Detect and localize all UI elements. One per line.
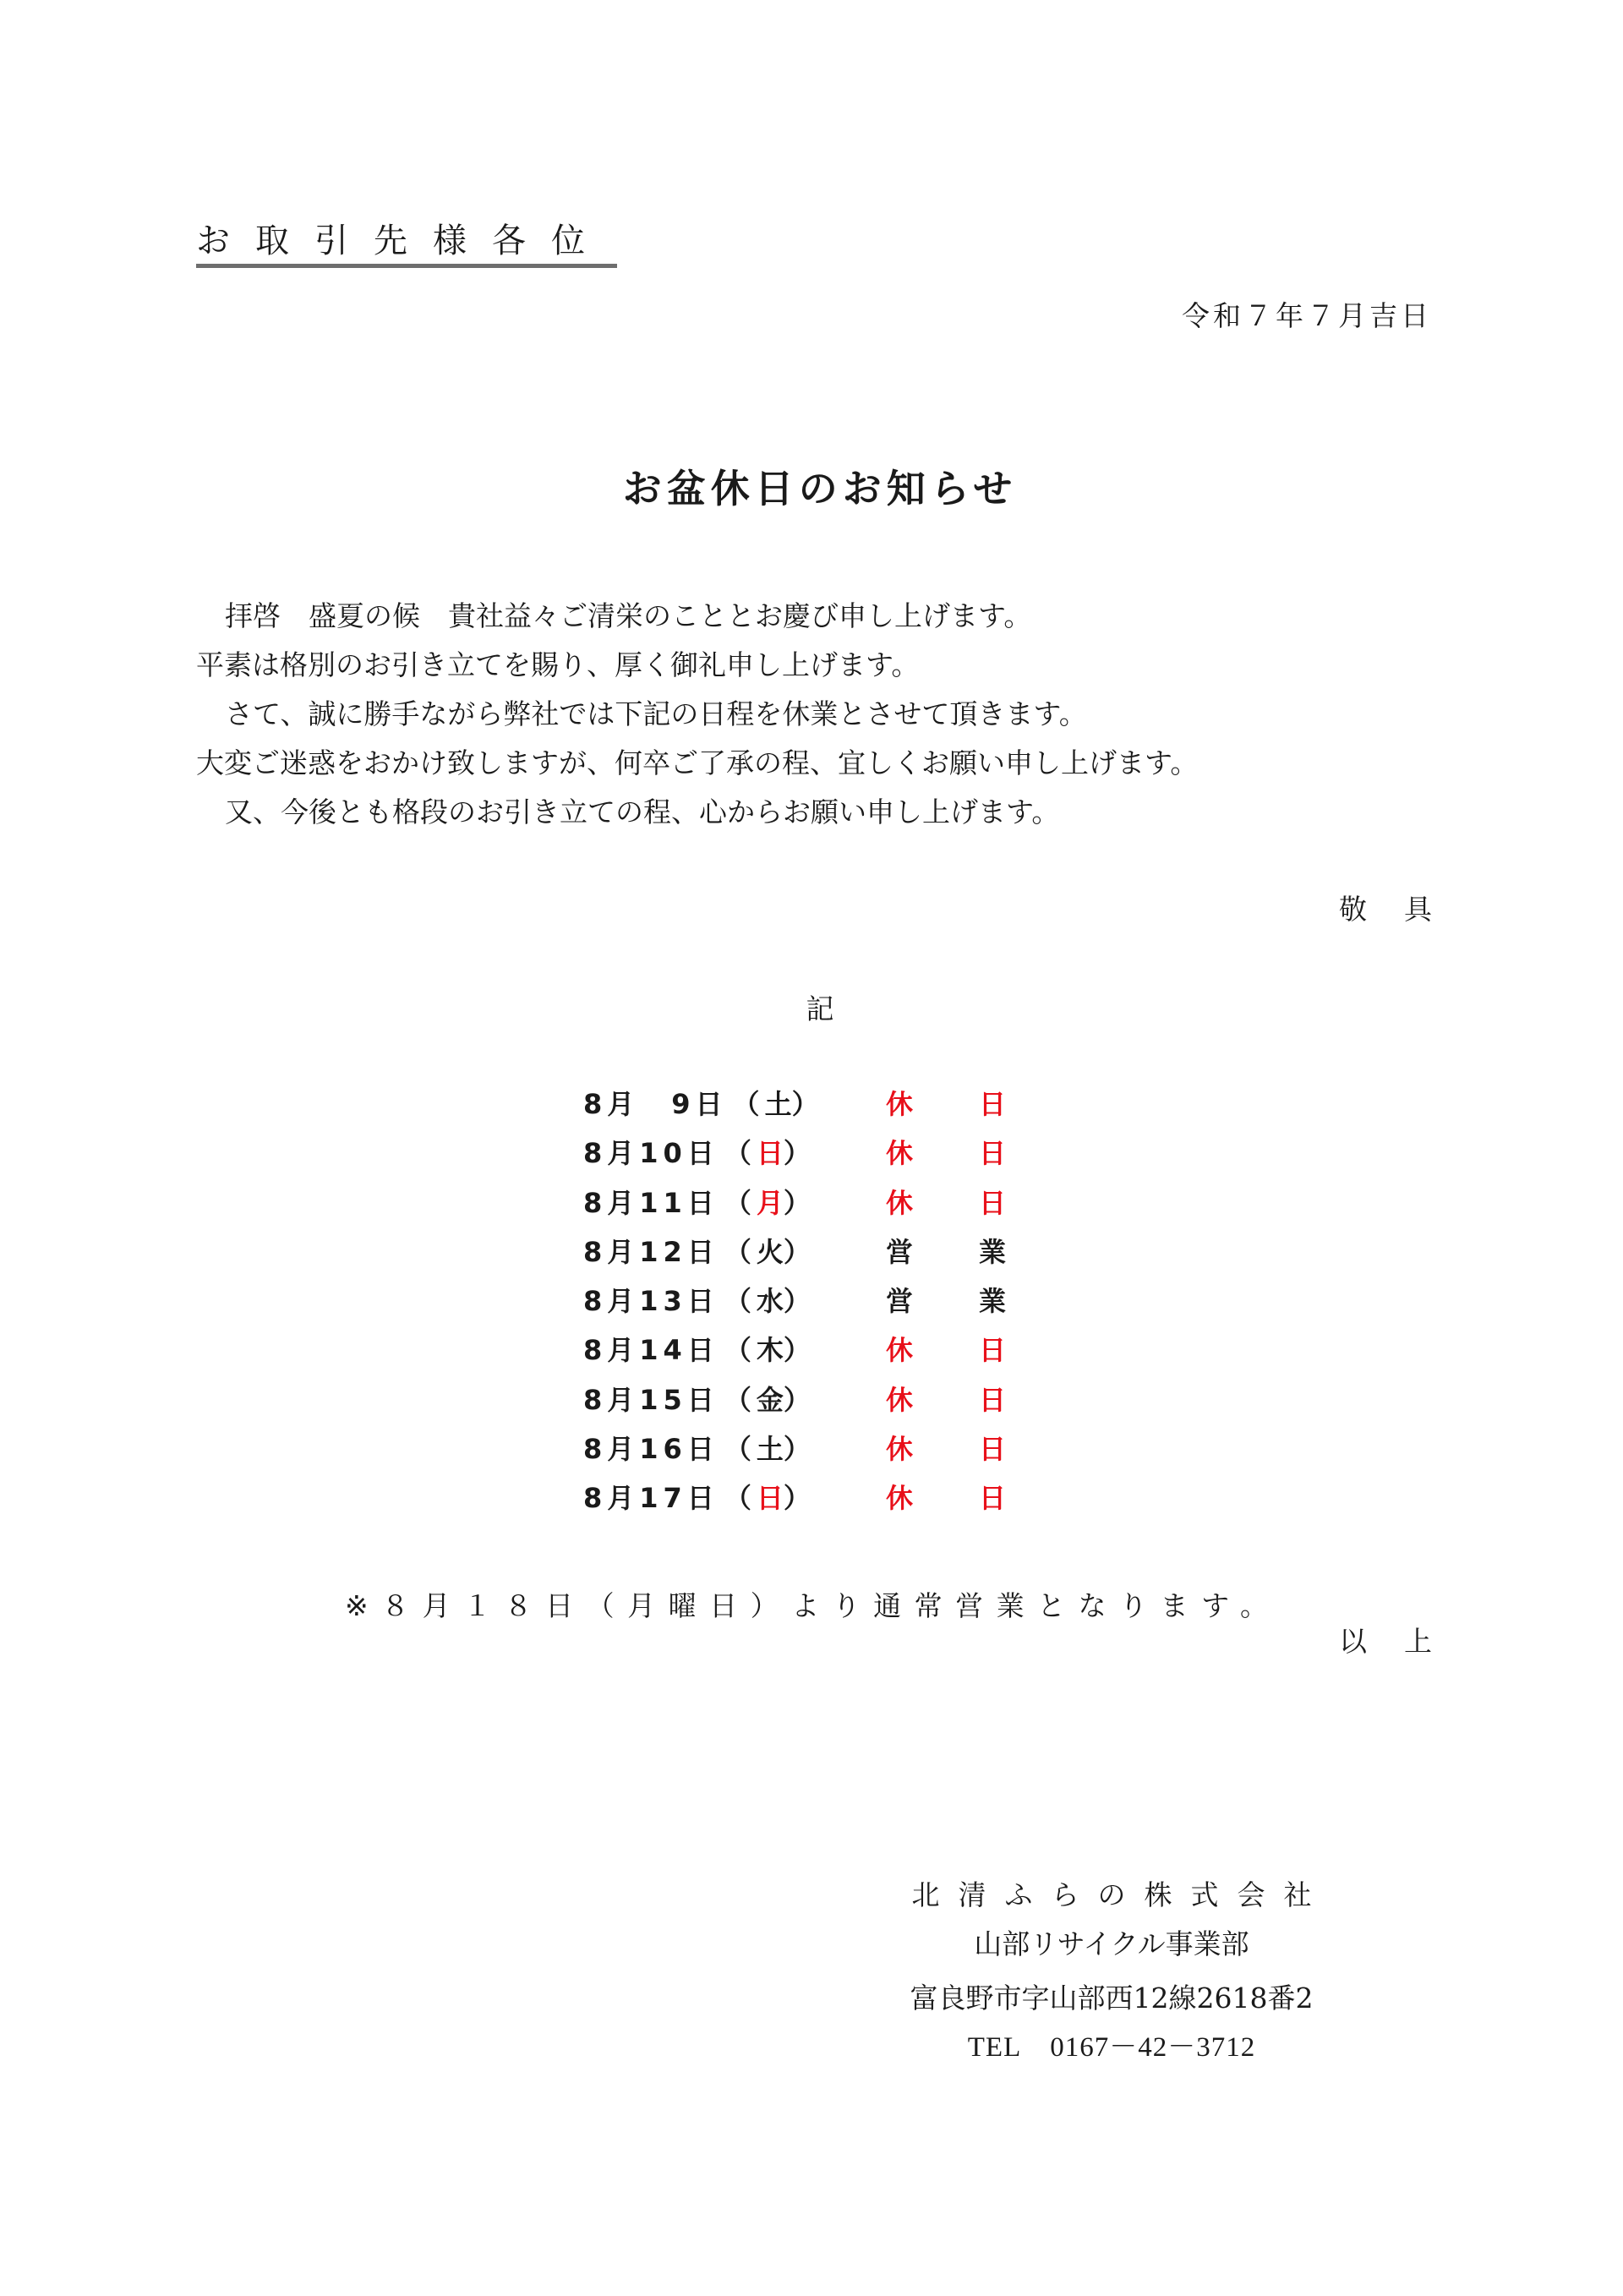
paren-open: （: [724, 1433, 757, 1466]
paren-open: （: [724, 1186, 757, 1219]
resume-note: ※８月１８日（月曜日）より通常営業となります。: [345, 1589, 1281, 1622]
paren-close: ）: [783, 1137, 816, 1170]
schedule-status-second: 業: [979, 1285, 1007, 1318]
schedule-date: [583, 1136, 862, 1170]
paren-close: ）: [783, 1186, 816, 1219]
paren-close: ）: [783, 1235, 816, 1268]
schedule-status-first: 休: [886, 1334, 914, 1367]
schedule-weekday: 火: [756, 1235, 784, 1268]
schedule-date: [583, 1481, 862, 1515]
paren-close: ）: [783, 1334, 816, 1367]
paren-close: ）: [783, 1482, 816, 1515]
schedule-status-first: 休: [886, 1088, 914, 1120]
paren-close: ）: [783, 1433, 816, 1466]
company-block: [845, 1877, 1378, 2066]
schedule-weekday: 土: [756, 1433, 784, 1466]
paren-open: （: [724, 1235, 757, 1268]
schedule-weekday: 月: [756, 1186, 784, 1219]
schedule-weekday: 土: [764, 1088, 792, 1120]
schedule-status-second: 業: [979, 1235, 1007, 1268]
tel-label: TEL: [967, 2032, 1022, 2063]
paren-open: （: [724, 1285, 757, 1318]
tel-number: 0167－42－3712: [1050, 2032, 1256, 2063]
company-address: 富良野市字山部西12線2618番2: [910, 1982, 1314, 2014]
schedule-status-first: 休: [886, 1433, 914, 1466]
schedule-date: [583, 1432, 862, 1466]
schedule-status-second: 日: [979, 1482, 1007, 1515]
schedule-date-text: 8月17日: [583, 1482, 719, 1515]
body-line-apology: 大変ご迷惑をおかけ致しますが、何卒ご了承の程、宜しくお願い申し上げます。: [196, 746, 1199, 779]
schedule-status-second: 日: [979, 1186, 1007, 1219]
schedule-date: [583, 1284, 862, 1318]
schedule-status-first: 休: [886, 1186, 914, 1219]
schedule-date: [583, 1383, 862, 1417]
company-name: 北清ふらの株式会社: [911, 1878, 1331, 1911]
company-department: 山部リサイクル事業部: [974, 1927, 1249, 1960]
body-line-greeting: 拝啓 盛夏の候 貴社益々ご清栄のこととお慶び申し上げます。: [225, 599, 1032, 632]
body-line-announcement: さて、誠に勝手ながら弊社では下記の日程を休業とさせて頂きます。: [225, 697, 1087, 730]
schedule-date: [583, 1235, 862, 1269]
addressee: お取引先様各位: [196, 218, 617, 268]
schedule-status-first: 営: [886, 1235, 914, 1268]
paren-open: （: [724, 1482, 757, 1515]
company-tel: [845, 2029, 1378, 2066]
paren-open: （: [724, 1137, 757, 1170]
paren-close: ）: [791, 1088, 824, 1120]
schedule-date-text: 8月12日: [583, 1235, 719, 1268]
schedule-status-second: 日: [979, 1334, 1007, 1367]
paren-close: ）: [783, 1383, 816, 1416]
schedule-date-text: 8月11日: [583, 1186, 719, 1219]
body-line-thanks: 平素は格別のお引き立てを賜り、厚く御礼申し上げます。: [196, 648, 920, 681]
schedule-status-second: 日: [979, 1088, 1007, 1120]
schedule-status-second: 日: [979, 1383, 1007, 1416]
letter-body: [196, 592, 1198, 837]
ki-heading: 記: [806, 992, 834, 1025]
schedule-status-second: 日: [979, 1433, 1007, 1466]
schedule-weekday: 日: [756, 1137, 784, 1170]
schedule-date: [583, 1186, 862, 1220]
schedule-date-text: 8月 9日: [583, 1088, 728, 1120]
schedule-date-text: 8月10日: [583, 1137, 719, 1170]
schedule-date-text: 8月15日: [583, 1383, 719, 1416]
schedule-weekday: 水: [756, 1285, 784, 1318]
schedule-weekday: 木: [756, 1334, 784, 1367]
schedule-status-first: 休: [886, 1482, 914, 1515]
schedule-date-text: 8月14日: [583, 1334, 719, 1367]
schedule-status-second: 日: [979, 1137, 1007, 1170]
schedule-date: [583, 1087, 862, 1121]
page-title: お盆休日のお知らせ: [622, 466, 1018, 511]
issue-date: 令和７年７月吉日: [1182, 299, 1432, 332]
end-mark: 以上: [1339, 1625, 1469, 1658]
paren-open: （: [724, 1334, 757, 1367]
paren-open: （: [724, 1383, 757, 1416]
paren-close: ）: [783, 1285, 816, 1318]
schedule-date-text: 8月13日: [583, 1285, 719, 1318]
paren-open: （: [732, 1088, 765, 1120]
closing-keigu: 敬具: [1339, 893, 1469, 926]
schedule-weekday: 金: [756, 1383, 784, 1416]
schedule-weekday: 日: [756, 1482, 784, 1515]
schedule-date: [583, 1333, 862, 1367]
schedule-status-first: 休: [886, 1383, 914, 1416]
schedule-date-text: 8月16日: [583, 1433, 719, 1466]
schedule-status-first: 休: [886, 1137, 914, 1170]
schedule-status-first: 営: [886, 1285, 914, 1318]
body-line-request: 又、今後とも格段のお引き立ての程、心からお願い申し上げます。: [225, 795, 1060, 828]
